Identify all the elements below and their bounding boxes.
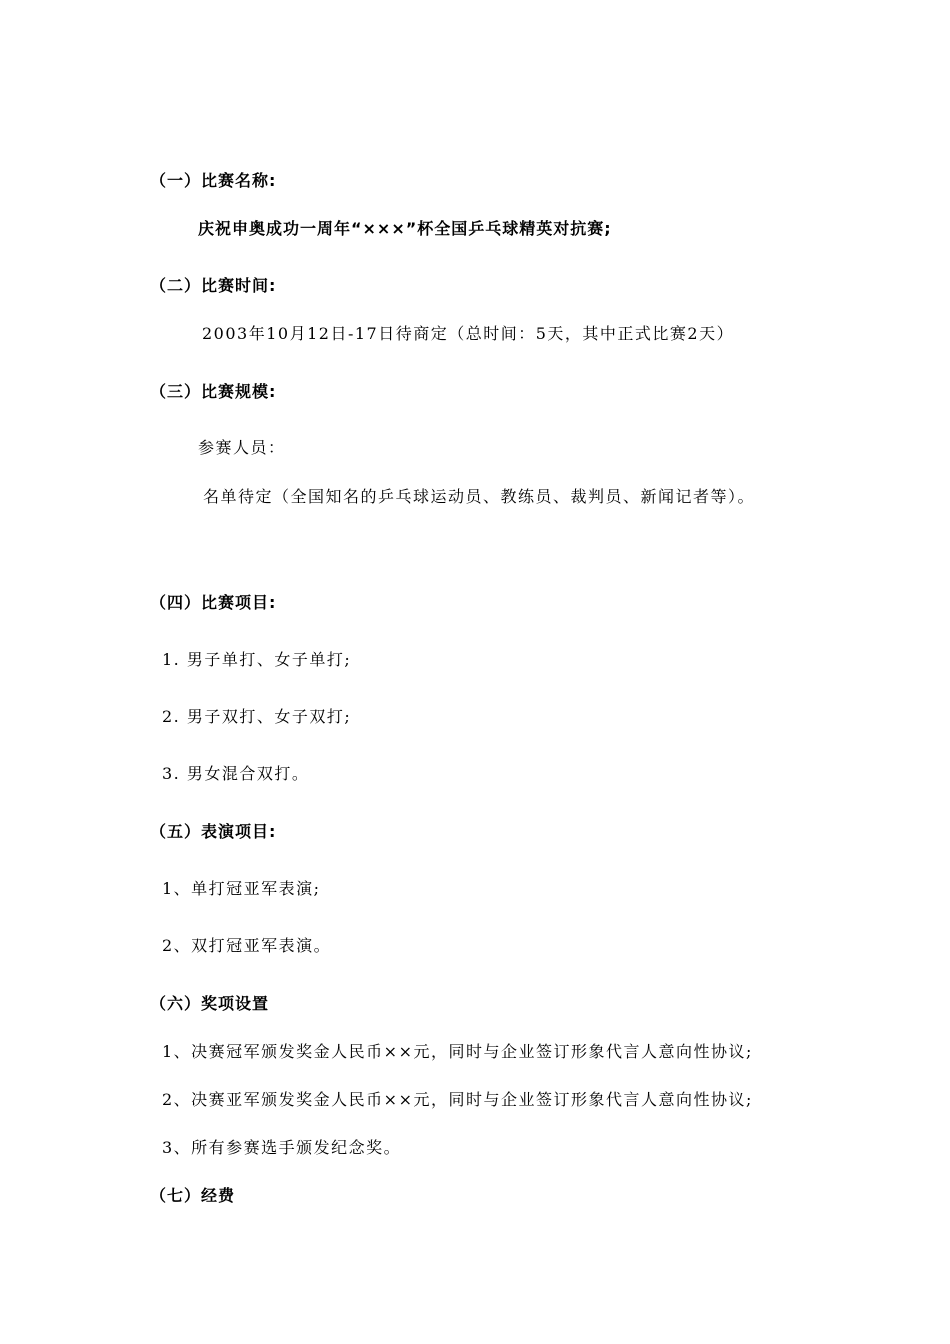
section-heading-awards: （六）奖项设置 <box>150 994 270 1013</box>
exhibition-item-1: 1、单打冠亚军表演; <box>162 879 321 898</box>
exhibition-item-2: 2、双打冠亚军表演。 <box>162 936 332 955</box>
section-heading-exhibition: （五）表演项目: <box>150 822 277 841</box>
section-heading-budget: （七）经费 <box>150 1186 236 1205</box>
section-heading-time: （二）比赛时间: <box>150 276 277 295</box>
event-item-1: 1. 男子单打、女子单打; <box>162 650 352 669</box>
competition-time-text: 2003年10月12日-17日待商定（总时间：5天，其中正式比赛2天） <box>202 324 735 343</box>
section-heading-name: （一）比赛名称: <box>150 171 277 190</box>
award-item-2: 2、决赛亚军颁发奖金人民币××元，同时与企业签订形象代言人意向性协议; <box>162 1090 753 1109</box>
participants-label: 参赛人员： <box>198 438 286 457</box>
section-heading-scale: （三）比赛规模: <box>150 382 277 401</box>
event-item-2: 2. 男子双打、女子双打; <box>162 707 352 726</box>
competition-name-text: 庆祝申奥成功一周年“×××”杯全国乒乓球精英对抗赛; <box>198 219 612 238</box>
award-item-1: 1、决赛冠军颁发奖金人民币××元，同时与企业签订形象代言人意向性协议; <box>162 1042 753 1061</box>
section-heading-events: （四）比赛项目: <box>150 593 277 612</box>
event-item-3: 3. 男女混合双打。 <box>162 764 310 783</box>
award-item-3: 3、所有参赛选手颁发纪念奖。 <box>162 1138 402 1157</box>
participants-list-text: 名单待定（全国知名的乒乓球运动员、教练员、裁判员、新闻记者等）。 <box>203 487 756 506</box>
